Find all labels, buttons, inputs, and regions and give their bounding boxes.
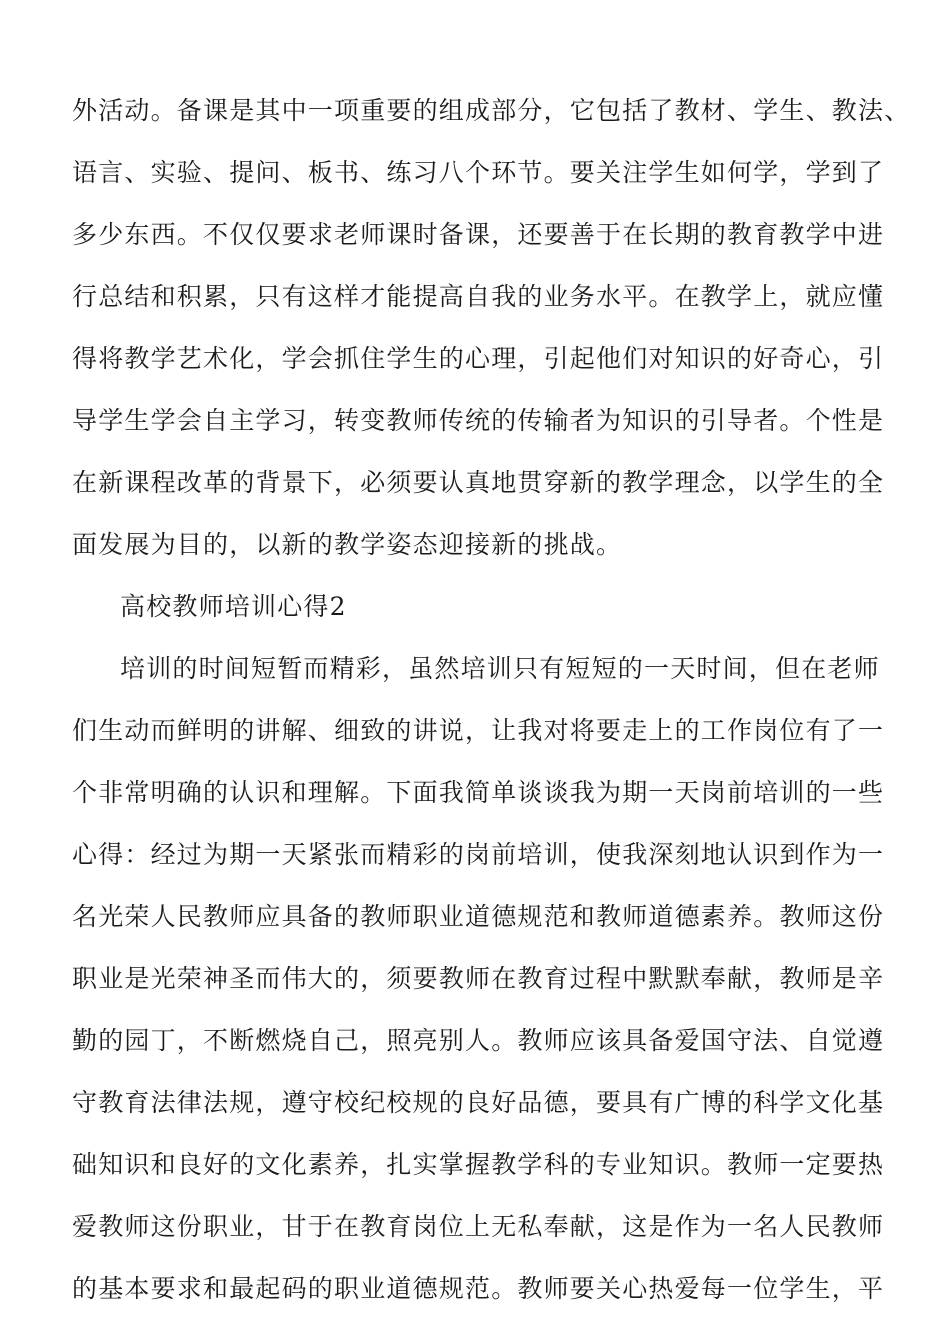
paragraph-line: 础知识和良好的文化素养，扎实掌握教学科的专业知识。教师一定要热 — [72, 1150, 885, 1179]
paragraph-line: 勤的园丁，不断燃烧自己，照亮别人。教师应该具备爱国守法、自觉遵 — [72, 1026, 885, 1055]
paragraph-line: 们生动而鲜明的讲解、细致的讲说，让我对将要走上的工作岗位有了一 — [72, 716, 885, 745]
paragraph-line: 面发展为目的，以新的教学姿态迎接新的挑战。 — [72, 530, 623, 559]
paragraph-line: 得将教学艺术化，学会抓住学生的心理，引起他们对知识的好奇心，引 — [72, 344, 885, 373]
paragraph-line: 外活动。备课是其中一项重要的组成部分，它包括了教材、学生、教法、 — [72, 96, 911, 125]
paragraph-line: 爱教师这份职业，甘于在教育岗位上无私奉献，这是作为一名人民教师 — [72, 1212, 885, 1241]
paragraph-line: 多少东西。不仅仅要求老师课时备课，还要善于在长期的教育教学中进 — [72, 220, 885, 249]
paragraph-line: 培训的时间短暂而精彩，虽然培训只有短短的一天时间，但在老师 — [120, 654, 880, 683]
paragraph-line: 导学生学会自主学习，转变教师传统的传输者为知识的引导者。个性是 — [72, 406, 885, 435]
paragraph-line: 守教育法律法规，遵守校纪校规的良好品德，要具有广博的科学文化基 — [72, 1088, 885, 1117]
paragraph-line: 职业是光荣神圣而伟大的，须要教师在教育过程中默默奉献，教师是辛 — [72, 964, 885, 993]
paragraph-line: 名光荣人民教师应具备的教师职业道德规范和教师道德素养。教师这份 — [72, 902, 885, 931]
paragraph-line: 语言、实验、提问、板书、练习八个环节。要关注学生如何学，学到了 — [72, 158, 885, 187]
paragraph-line: 心得：经过为期一天紧张而精彩的岗前培训，使我深刻地认识到作为一 — [72, 840, 885, 869]
paragraph-line: 个非常明确的认识和理解。下面我简单谈谈我为期一天岗前培训的一些 — [72, 778, 885, 807]
section-heading: 高校教师培训心得2 — [120, 592, 347, 621]
paragraph-line: 在新课程改革的背景下，必须要认真地贯穿新的教学理念，以学生的全 — [72, 468, 885, 497]
paragraph-line: 的基本要求和最起码的职业道德规范。教师要关心热爱每一位学生，平 — [72, 1274, 885, 1303]
paragraph-line: 行总结和积累，只有这样才能提高自我的业务水平。在教学上，就应懂 — [72, 282, 885, 311]
